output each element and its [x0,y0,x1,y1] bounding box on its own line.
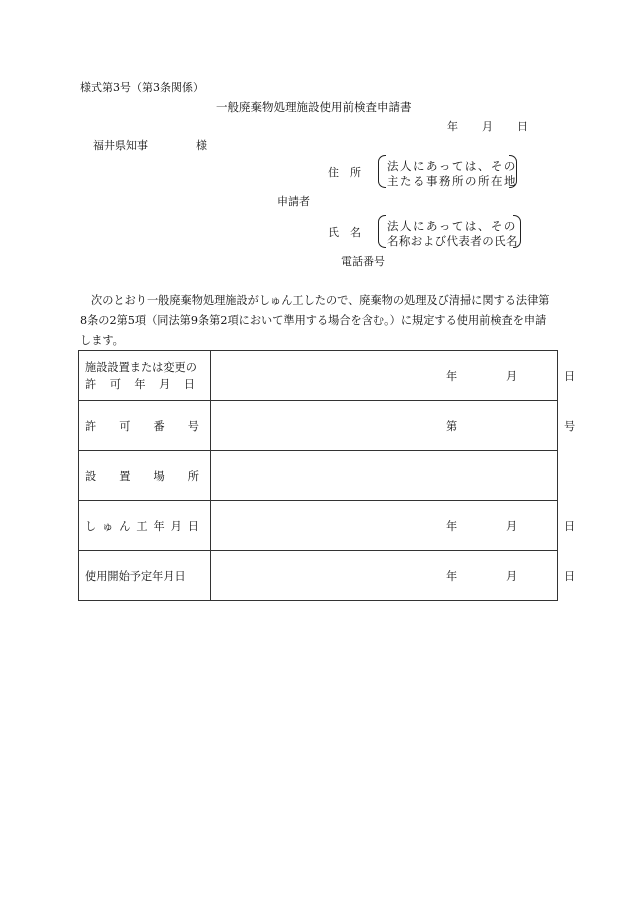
permit-date-value[interactable] [211,351,576,401]
label-char: 月 [159,377,171,391]
label-char: 年 [153,519,165,533]
name-note-line1: 法人にあっては、その [387,219,517,233]
table-row [79,451,558,501]
planned-start-date-label: 使用開始予定年月日 [79,551,211,601]
year-label: 年 [446,569,458,583]
table-row [79,551,558,601]
left-bracket [378,215,386,248]
year-label: 年 [446,369,458,383]
installation-location-label [79,451,211,501]
application-table [78,350,576,601]
phone-label: 電話番号 [341,255,385,268]
date-year-label: 年 [447,120,458,133]
day-label: 日 [564,569,576,583]
day-label: 日 [564,519,576,533]
month-label: 月 [506,369,518,383]
request-body-text: 次のとおり一般廃棄物処理施設がしゅん工したので、廃棄物の処理及び清掃に関する法律第8条の2第5項（同法第9条第2項において準用する場合を含む。）に規定する使用前検査を申請します。 [80,294,550,347]
label-char: 日 [183,377,195,391]
label-char: 番 [153,419,165,433]
address-note-line1: 法人にあっては、その [387,159,517,173]
applicant-label: 申請者 [277,195,310,208]
label-char: し [85,519,97,533]
permit-date-label-line2 [85,376,195,393]
date-day-label: 日 [517,120,528,133]
addressee-honorific: 様 [196,139,207,152]
installation-location-value[interactable] [211,451,558,501]
completion-date-value[interactable] [211,501,576,551]
day-label: 日 [564,369,576,383]
label-char: 置 [119,469,131,483]
date-month-label: 月 [482,120,493,133]
left-bracket [378,155,386,188]
number-prefix: 第 [446,419,458,433]
address-note-line2: 主たる事務所の所在地 [387,174,517,188]
permit-date-label [79,351,211,401]
year-label: 年 [446,519,458,533]
completion-date-label [79,501,211,551]
month-label: 月 [506,569,518,583]
permit-date-label-line1: 施設設置または変更の [85,360,197,374]
number-suffix: 号 [564,419,576,433]
label-char: 可 [109,377,121,391]
table-row [79,501,558,551]
form-title: 一般廃棄物処理施設使用前検査申請書 [216,100,412,114]
label-char: 年 [134,377,146,391]
permit-number-label [79,401,211,451]
label-char: ゅ [102,519,114,533]
label-char: 可 [119,419,131,433]
label-char: 号 [187,419,199,433]
name-label: 氏 名 [328,226,361,239]
label-char: 設 [85,469,97,483]
label-char: 許 [85,419,97,433]
label-char: 場 [153,469,165,483]
addressee-name: 福井県知事 [93,139,148,152]
table-row [79,401,558,451]
planned-start-date-value[interactable] [211,551,576,601]
label-char: 許 [85,377,97,391]
permit-number-value[interactable] [211,401,576,451]
month-label: 月 [506,519,518,533]
label-char: ん [119,519,131,533]
label-char: 工 [136,519,148,533]
address-label: 住 所 [328,166,361,179]
name-note-line2: 名称および代表者の氏名 [387,234,518,248]
label-char: 所 [187,469,199,483]
label-char: 日 [187,519,199,533]
address-note [378,155,517,188]
form-style-number: 様式第3号（第3条関係） [80,81,204,94]
label-char: 月 [170,519,182,533]
name-note [378,215,521,248]
table-row [79,351,558,401]
